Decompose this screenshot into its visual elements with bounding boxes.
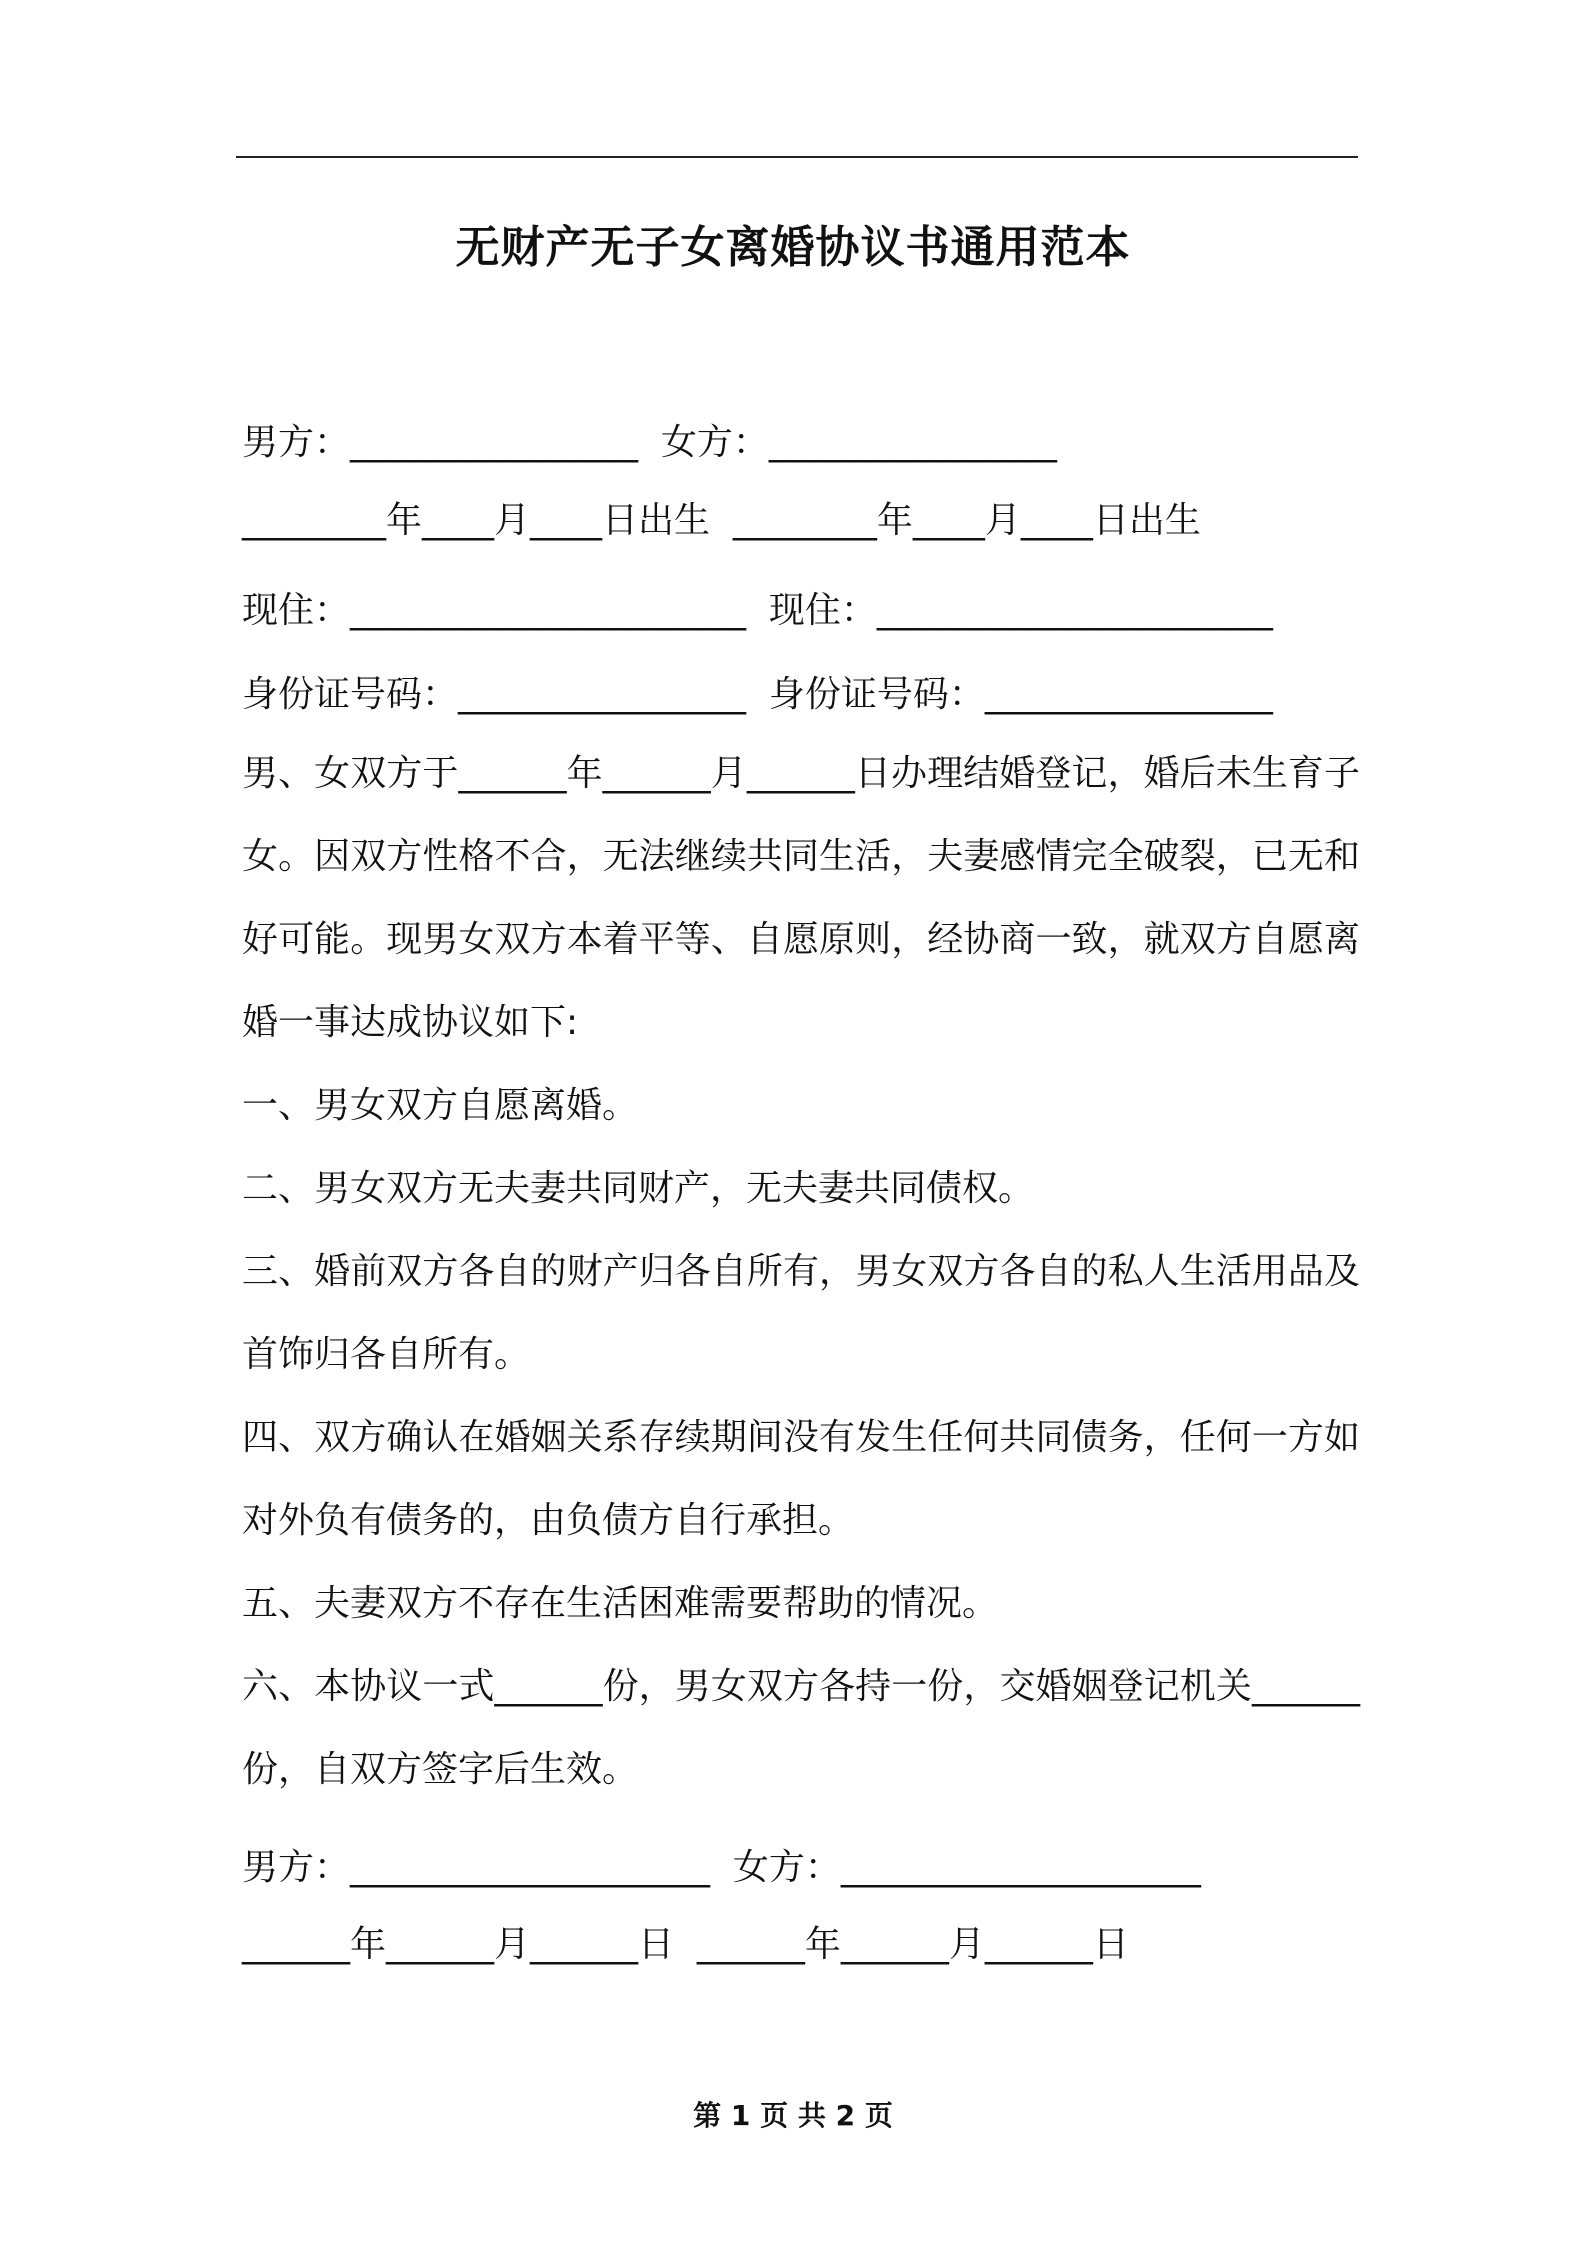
page-number: 第 1 页 共 2 页 — [693, 2099, 893, 2132]
party-names-line: 男方：________________ 女方：________________ — [242, 422, 1057, 463]
party-id-line: 身份证号码：________________ 身份证号码：________________ — [242, 674, 1273, 715]
clause-5: 五、夫妻双方不存在生活困难需要帮助的情况。 — [242, 1583, 999, 1624]
clause-3: 三、婚前双方各自的财产归各自所有，男女双方各自的私人生活用品及首饰归各自所有。 — [242, 1251, 1360, 1375]
clause-4: 四、双方确认在婚姻关系存续期间没有发生任何共同债务，任何一方如对外负有债务的，由负债方自行承担。 — [242, 1417, 1360, 1541]
signature-date-line: ______年______月______日 ______年______月______日 — [242, 1924, 1129, 1965]
header-rule — [236, 156, 1358, 158]
preamble-paragraph: 男、女双方于______年______月______日办理结婚登记，婚后未生育子女。因双方性格不合，无法继续共同生活，夫妻感情完全破裂，已无和好可能。现男女双方本着平等、自愿原则，经协商一致，就双方自愿离婚一事达成协议如下: — [242, 753, 1360, 1043]
clause-1: 一、男女双方自愿离婚。 — [242, 1085, 639, 1126]
signature-names-line: 男方：____________________ 女方：____________________ — [242, 1847, 1201, 1888]
party-address-line: 现住：______________________ 现住：______________________ — [242, 590, 1273, 631]
clause-2: 二、男女双方无夫妻共同财产，无夫妻共同债权。 — [242, 1168, 1035, 1209]
document-title: 无财产无子女离婚协议书通用范本 — [455, 222, 1131, 273]
party-birthdate-line: ________年____月____日出生 ________年____月____日出生 — [242, 500, 1201, 541]
clause-6: 六、本协议一式______份，男女双方各持一份，交婚姻登记机关______份，自双方签字后生效。 — [242, 1666, 1360, 1790]
